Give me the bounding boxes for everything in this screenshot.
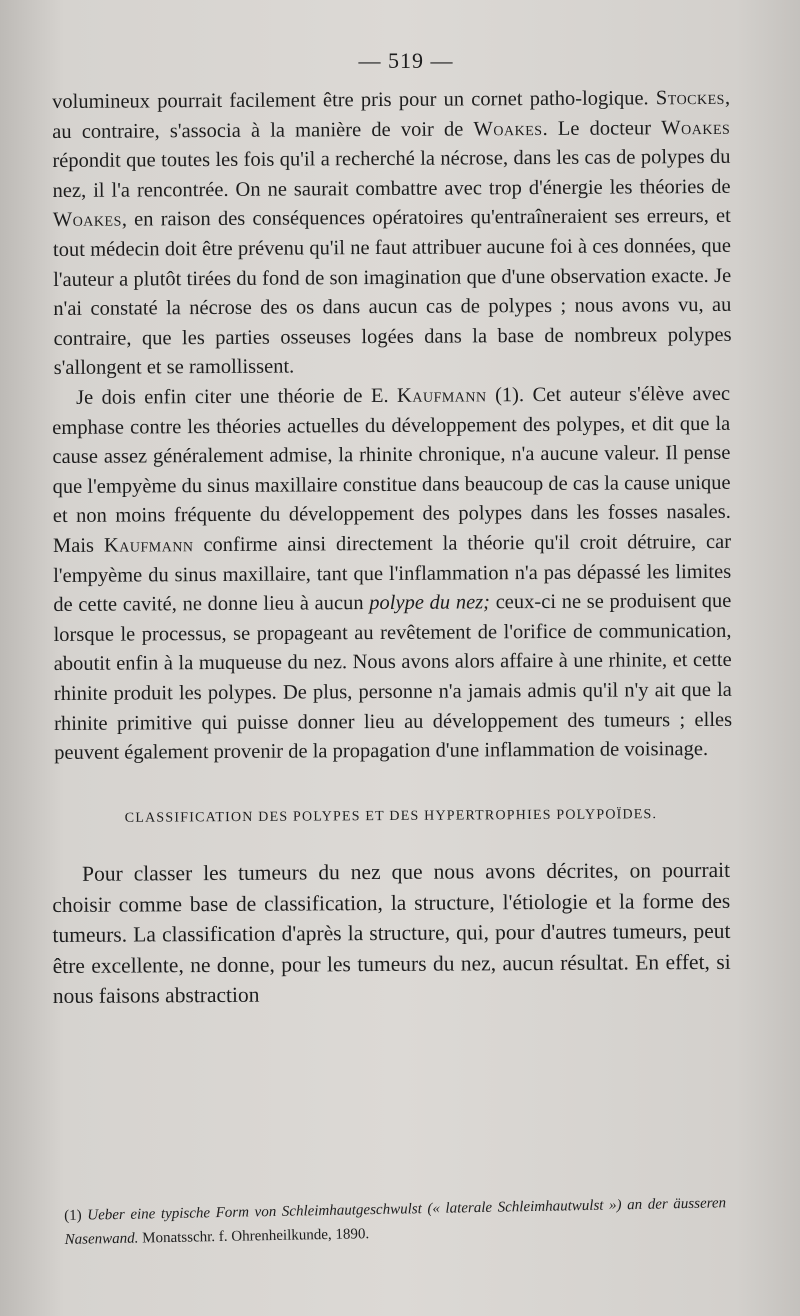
paragraph-classification: Pour classer les tumeurs du nez que nous avons décrites, on pourrait choisir comme base de classification, la structure, l'étiologie et la forme des tumeurs. La classification d'après la structure, qui, pour d'autres tumeurs, peut être excellente, ne donne, pour les tumeurs du nez, aucun résultat. En effet, si nous faisons abstraction: [52, 857, 731, 1009]
text-run: , en raison des conséquences opératoires qu'entraîneraient ses erreurs, et tout médecin doit être prévenu qu'il ne faut attribuer aucune foi à ces données, que l'auteur a plutôt tirées du fond de son imagination que d'une observation exacte. Je n'ai constaté la nécrose des os dans aucun cas de polypes ; nous avons vu, au contraire, que les parties osseuses logées dans la base de nombreux polypes s'allongent et se ramollissent.: [52, 205, 732, 380]
section-heading: CLASSIFICATION DES POLYPES ET DES HYPERTROPHIES POLYPOÏDES.: [124, 806, 658, 826]
author-name: Kaufmann: [396, 384, 487, 407]
text-run: Je dois enfin citer une théorie de E.: [76, 384, 398, 409]
footnote-source: Monatsschr. f. Ohrenheilkunde, 1890.: [138, 1226, 370, 1247]
page-number: — 519 —: [358, 48, 454, 73]
author-name: Woakes: [661, 116, 731, 139]
text-run: volumineux pourrait facilement être pris pour un cornet patho-logique.: [52, 87, 656, 113]
footnote-marker: (1): [64, 1207, 88, 1224]
text-run: répondit que toutes les fois qu'il a recherché la nécrose, dans les cas de polypes du nez, il l'a rencontrée. On ne saurait combattre avec trop d'énergie les théories de: [52, 146, 731, 202]
author-name: Woakes: [52, 208, 122, 232]
author-name: Stockes: [655, 86, 726, 110]
text-run: ceux-ci ne se produisent que lorsque le processus, se propageant au revêtement de l'orifice de communication, aboutit enfin à la muqueuse du nez. Nous avons alors affaire à une rhinite, et cette rhinite produit les polypes. De plus, personne n'a jamais admis qu'il n'y ait que la rhinite primitive qui puisse donner lieu au développement des tumeurs ; elles peuvent également provenir de la propagation d'une inflammation de voisinage.: [53, 589, 733, 765]
footnote: [64, 1191, 727, 1252]
footnote-title: Ueber eine typische Form von Schleimhautgeschwulst (« laterale Schleimhautwulst ») an der äusseren Nasenwand.: [64, 1195, 727, 1248]
text-run: . Le docteur: [542, 116, 662, 140]
author-name: Woakes: [473, 117, 543, 141]
text-run: , au contraire, s'associa à la manière de voir de: [52, 86, 731, 143]
paragraph-kaufmann: [52, 380, 732, 769]
italic-term: polype du nez;: [369, 591, 491, 615]
text-run: confirme ainsi directement la théorie qu'il croit détruire, car l'empyème du sinus maxillaire, tant que l'inflammation n'a pas dépassé les limites de cette cavité, ne donne lieu à aucun: [53, 530, 732, 617]
text-run: (1). Cet auteur s'élève avec emphase contre les théories actuelles du développement des polypes, et dit que la cause assez généralement admise, la rhinite chronique, n'a aucune valeur. Il pense que l'empyème du sinus maxillaire constitue dans beaucoup de cas la cause unique et non moins fréquente du développement des polypes dans les fosses nasales. Mais: [52, 382, 731, 557]
author-name: Kaufmann: [103, 534, 194, 557]
paragraph-woakes: [52, 84, 732, 384]
